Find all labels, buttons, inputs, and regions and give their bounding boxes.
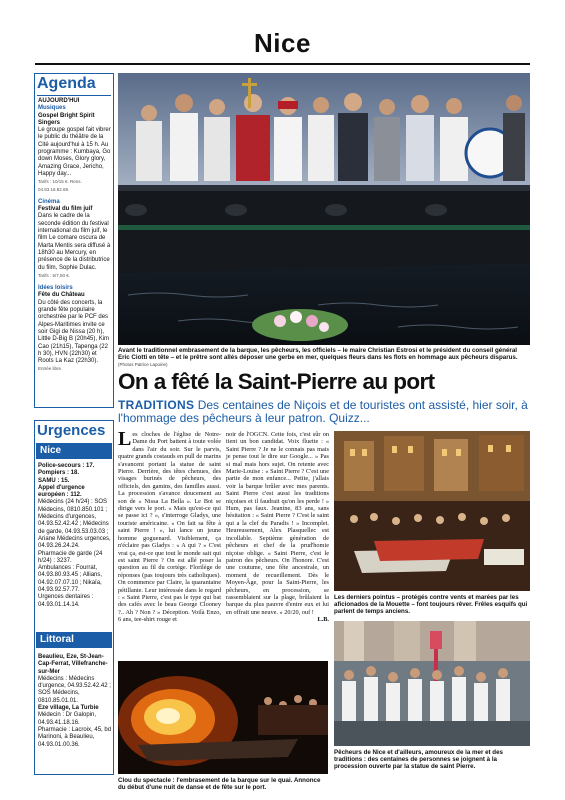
photo-burning-caption-text: Clou du spectacle : l'embrasement de la barque sur le quai. Annonce du début d'une nuit de danse et de fête sur le port.	[118, 777, 321, 792]
urgences-nice-line: Ambulances : Fourrat, 04.93.80.93.45 ; Allians, 04.92.07.07.10 ; Nikaïa, 04.93.92.57.77.	[38, 565, 103, 594]
urgences-nice-line: SAMU : 15.	[38, 477, 70, 484]
photo-boats-parade	[334, 431, 530, 591]
agenda-title: Agenda	[37, 75, 96, 92]
urgences-littoral-line: Médecin : Dr Galopin, 04.93.41.18.16.	[38, 712, 97, 726]
photo-boats-caption-text: Les derniers pointus – protégés contre vents et marées par les aficionados de la Mouette – font toujours rêver. Frêles esquifs qui parlent de temps anciens.	[334, 594, 528, 616]
agenda-cinema-title: Festival du film juif	[38, 206, 93, 213]
urgences-littoral-line: Médecins : Médecins d'urgence, 04.93.52.42.42 ; SOS Médecins, 0810.85.01.01.	[38, 675, 111, 704]
article-column-2	[226, 431, 329, 624]
photo-procession	[334, 621, 530, 746]
photo-boat-burning	[118, 661, 328, 774]
main-photo-image	[118, 73, 530, 345]
kicker-text: Des centaines de Niçois et de touristes ont assisté, hier soir, à l'hommage des pêcheurs à leur patron. Quizz...	[118, 398, 528, 425]
main-photo-caption	[118, 347, 530, 369]
agenda-cinema-category: Cinéma	[38, 198, 60, 205]
main-photo-boat-ceremony	[118, 73, 530, 345]
article-kicker	[118, 399, 530, 425]
urgences-littoral-line: Pharmacie : Lacroix, 45, bd Marinoni, à Beaulieu, 04.93.01.00.36.	[38, 726, 112, 748]
photo-procession-caption-text: Pêcheurs de Nice et d'ailleurs, amoureux de la mer et des traditions : des centaines de personnes se joignent à la procession ouverte par la statue de saint Pierre.	[334, 749, 503, 771]
article-headline: On a fêté la Saint-Pierre au port	[118, 369, 435, 394]
main-photo-caption-text: Avant le traditionnel embrasement de la barque, les pêcheurs, les officiels – le maire Christian Estrosi et le président du conseil général Eric Ciotti en tête – et le prêtre sont allés déposer une gerbe en mer, quelques fleurs dans les flots en hommage aux pêcheurs disparus.	[118, 347, 518, 362]
urgences-littoral-line: Beaulieu, Eze, St-Jean-Cap-Ferrat, Villefranche-sur-Mer	[38, 654, 108, 675]
article-signature: L.B.	[317, 616, 329, 624]
photo-boats-caption	[334, 594, 530, 616]
agenda-ideas-category: Idées loisirs	[38, 285, 73, 292]
urgences-nice-line: Police-secours : 17.	[38, 463, 95, 469]
article-col1-text: es cloches de l'église de Notre-Dame du Port battent à toute volée dans l'air du soir. Sur le parvis, quatre grands costauds en pull de marins s'avancent portant la statue de saint Pierre. Derrière, des têtes chenues, des visages burinés de pêcheurs, des officiels, des gamins, des familles aussi. La procession s'avance doucement au son de « Nissa La Bella ». Le Bot se dirige vers le port. « Mais qu'est-ce qui se passe ici ? », s'interroge Gladys, une touriste américaine. « On fait sa fête à saint Pierre ! », lui lance un jeune homme goguenard. Visiblement, ça n'éclaire pas Gladys : « A qui ? » C'est vrai ça, est-ce que tout le monde sait qui est saint Pierre ? On est allé poser la question au fil du cortège. Florilège de réponses (pas toujours très catholiques). On commence par Claire, la quarantaine pétillante. Leur intéressée dans le regard : « Saint Pierre, c'est pas le type qui bat des cafés avec le beau George Clooney ?.. Ah ? Non ? » Déception. Voilà Enzo, 6 ans, tee-shirt rouge et	[118, 431, 221, 624]
masthead-rule	[35, 63, 530, 65]
agenda-music-title: Gospel Bright Spirit Singers	[38, 112, 95, 126]
agenda-cinema-note: Tarifs : 5/7,50 €.	[38, 272, 71, 278]
photo-procession-caption	[334, 749, 530, 771]
urgences-nice-line: Pompiers : 18.	[38, 470, 80, 477]
agenda-today-label: AUJOURD'HUI	[38, 98, 80, 104]
urgences-nice-list	[38, 463, 112, 609]
article-dropcap: L	[118, 428, 132, 450]
agenda-ideas-text: Du côté des concerts, la grande fête populaire orchestrée par le PCF des Alpes-Maritimes invite ce soir Gigi de Nissa (20 h), Little D-Big B (20h45), Kim Cao (21h15), Tapenga (22 h 30), HVN (22h30) et Roots La Kaz (22h30).	[38, 299, 110, 365]
agenda-content	[38, 98, 112, 373]
article-column-1	[118, 428, 221, 624]
agenda-cinema-text: Dans le cadre de la seconde édition du festival international du film juif, le film Le comare oscura de Marta Mentis sera diffusé à 18h30 au Mercury, en présence de la distributrice du film, Sophie Dulac.	[38, 213, 111, 271]
article-col2-text: noir de l'OGCN. Cette fois, c'est sûr on tient un bon candidat. Voix fluette : « Saint Pierre ? Je ne le connais pas mais je pense tout le dire sur Google... » Pas si mal mais hors sujet. On retente avec Marie-Louise : « Saint Pierre ? C'est une partie de mon enfance... Petite, j'allais voir la barque brûler avec mes parents. Saint Pierre c'est aussi les traditions niçoises et il faudrait qu'on les perde ! » Hum, pas faux. Jeanine, 83 ans, sans hésitation : « Saint Pierre ? C'est le saint qui a la clef du Paradis ! » Incomplet. Heureusement, Alex Plasquellec est incollable. Septième génération de pêcheurs et chef de la prud'homie niçoise oblige. « Saint Pierre, c'est le patron des pêcheurs. On l'honore. C'est une coutume, une fête ancestrale, un moment de recueillement. Dès le Moyen-Âge, pour la Saint-Pierre, les pêcheurs, en procession, se rassemblaient sur la plage, brûlaient la barque du plus pauvre d'entre eux et lui en offrait une neuve. » 20/20, ouf !	[226, 431, 329, 616]
urgences-nice-line: Pharmacie de garde (24 h/24) : 3237.	[38, 550, 103, 564]
kicker-tag: TRADITIONS	[118, 398, 195, 412]
photo-boats-parade-image	[334, 431, 530, 591]
agenda-rule	[37, 95, 111, 96]
urgences-nice-line: Urgences dentaires : 04.93.01.14.14.	[38, 594, 94, 608]
urgences-nice-line: Appel d'urgence européen : 112.	[38, 484, 85, 499]
urgences-nice-line: Médecins (24 h/24) : SOS Médecins, 0810.850.101 ; Médecins d'urgences, 04.93.52.42.42 ; Médecins de garde, 04.93.53.03.03 ; Ariane Médecins urgences, 04.93.26.24.24.	[38, 499, 111, 550]
urgences-littoral-bar: Littoral	[36, 632, 112, 648]
page-section-title: Nice	[254, 28, 311, 58]
agenda-music-note: Tarifs : 10/15 €. Rens. 04.93.16.82.69.	[38, 179, 82, 192]
photo-procession-image	[334, 621, 530, 746]
photo-boat-burning-image	[118, 661, 328, 774]
urgences-littoral-list	[38, 654, 112, 749]
agenda-ideas-title: Fête du Château	[38, 292, 85, 299]
agenda-ideas-note: Entrée libre.	[38, 366, 63, 372]
urgences-littoral-line: Eze village, La Turbie	[38, 705, 99, 712]
photo-burning-caption	[118, 777, 328, 791]
agenda-music-category: Musiques	[38, 105, 66, 112]
urgences-title: Urgences	[37, 422, 106, 439]
urgences-nice-bar: Nice	[36, 443, 112, 459]
agenda-music-text: Le groupe gospel fait vibrer le public du théâtre de la Cité aujourd'hui à 15 h. Au programme : Kumbaya, Go down Moses, Glory glory, Amazing Grace, Jericho, Happy day...	[38, 127, 111, 177]
photo-credit: (Photos Patrice Lapoirie)	[118, 362, 168, 368]
